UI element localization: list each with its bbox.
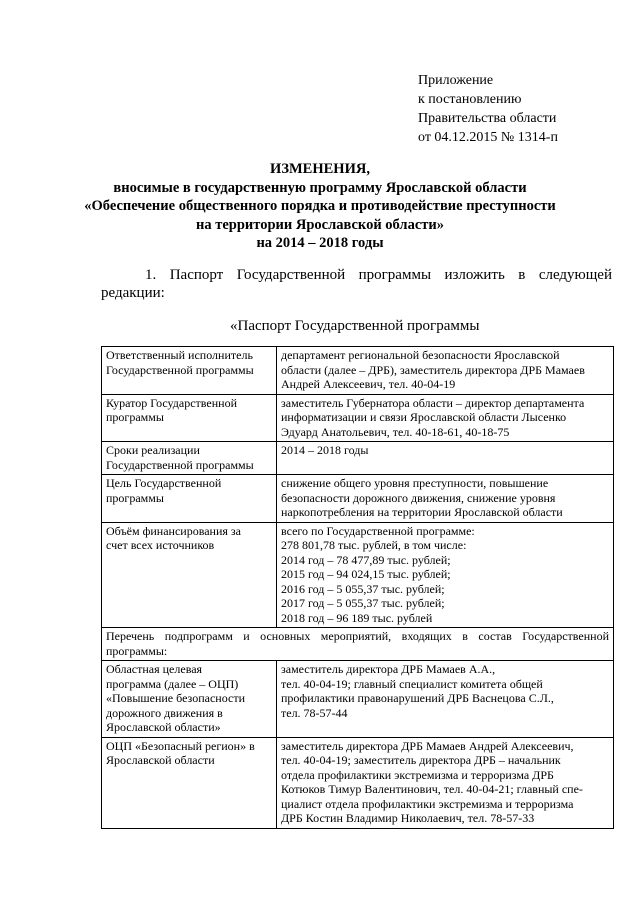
heading-line: на 2014 – 2018 годы bbox=[256, 235, 384, 251]
heading-line: ИЗМЕНЕНИЯ, bbox=[270, 161, 370, 177]
row-value: департамент региональной безопасности Ярославской области (далее – ДРБ), заместитель директора ДРБ Мамаев Андрей Алексеевич, тел. 40-04-19 bbox=[277, 347, 614, 395]
row-label: Цель Государственной программы bbox=[102, 475, 277, 523]
intro-line-1: 1. Паспорт Государственной программы изложить в следующей bbox=[145, 267, 612, 283]
row-label: Областная целевая программа (далее – ОЦП) «Повышение безопасности дорожного движения в Ярославской области» bbox=[102, 661, 277, 738]
row-value: всего по Государственной программе: 278 801,78 тыс. рублей, в том числе: 2014 год – 78 477,89 тыс. рублей; 2015 год – 94 024,15 тыс. рублей; 2016 год – 5 055,37 тыс. рублей; 2017 год – 5 055,37 тыс. рублей; 2018 год – 96 189 тыс. рублей bbox=[277, 522, 614, 628]
row-value: заместитель директора ДРБ Мамаев Андрей Алексеевич, тел. 40-04-19; заместитель директора ДРБ – начальник отдела профилактики экстремизма и терроризма ДРБ Котюков Тимур Валентинович, тел. 40-04-21; главный спе- циалист отдела профилактики экстремизма и терроризма ДРБ Костин Владимир Николаевич, тел. 78-57-33 bbox=[277, 737, 614, 828]
table-row bbox=[102, 737, 614, 828]
appendix-line: к постановлению bbox=[418, 92, 522, 107]
appendix-block bbox=[418, 71, 558, 147]
passport-table bbox=[101, 346, 614, 829]
table-row bbox=[102, 394, 614, 442]
row-value: заместитель директора ДРБ Мамаев А.А., тел. 40-04-19; главный специалист комитета общей профилактики правонарушений ДРБ Васнецова С.Л., тел. 78-57-44 bbox=[277, 661, 614, 738]
subprograms-header: Перечень подпрограмм и основных мероприятий, входящих в состав Государственной программы: bbox=[102, 628, 614, 661]
row-label: Куратор Государственной программы bbox=[102, 394, 277, 442]
table-row bbox=[102, 475, 614, 523]
row-label: Ответственный исполнитель Государственной программы bbox=[102, 347, 277, 395]
table-row bbox=[102, 661, 614, 738]
row-label: ОЦП «Безопасный регион» в Ярославской области bbox=[102, 737, 277, 828]
row-value: снижение общего уровня преступности, повышение безопасности дорожного движения, снижение уровня наркопотребления на территории Ярославской области bbox=[277, 475, 614, 523]
table-row bbox=[102, 522, 614, 628]
row-value: 2014 – 2018 годы bbox=[277, 442, 614, 475]
document-heading bbox=[80, 160, 560, 253]
row-value: заместитель Губернатора области – директор департамента информатизации и связи Ярославской области Лысенко Эдуард Анатольевич, тел. 40-18-61, 40-18-75 bbox=[277, 394, 614, 442]
appendix-line: от 04.12.2015 № 1314-п bbox=[418, 130, 558, 145]
table-row bbox=[102, 347, 614, 395]
intro-line-2: редакции: bbox=[101, 285, 165, 301]
row-label: Сроки реализации Государственной программы bbox=[102, 442, 277, 475]
row-label: Объём финансирования за счет всех источников bbox=[102, 522, 277, 628]
heading-line: вносимые в государственную программу Ярославской области bbox=[113, 179, 527, 196]
passport-title: «Паспорт Государственной программы bbox=[230, 318, 480, 334]
heading-line: на территории Ярославской области» bbox=[196, 216, 444, 233]
appendix-line: Приложение bbox=[418, 73, 494, 88]
table-row bbox=[102, 442, 614, 475]
table-row bbox=[102, 628, 614, 661]
heading-line: «Обеспечение общественного порядка и противодействие преступности bbox=[84, 198, 556, 214]
intro-paragraph bbox=[101, 266, 612, 302]
appendix-line: Правительства области bbox=[418, 111, 557, 126]
